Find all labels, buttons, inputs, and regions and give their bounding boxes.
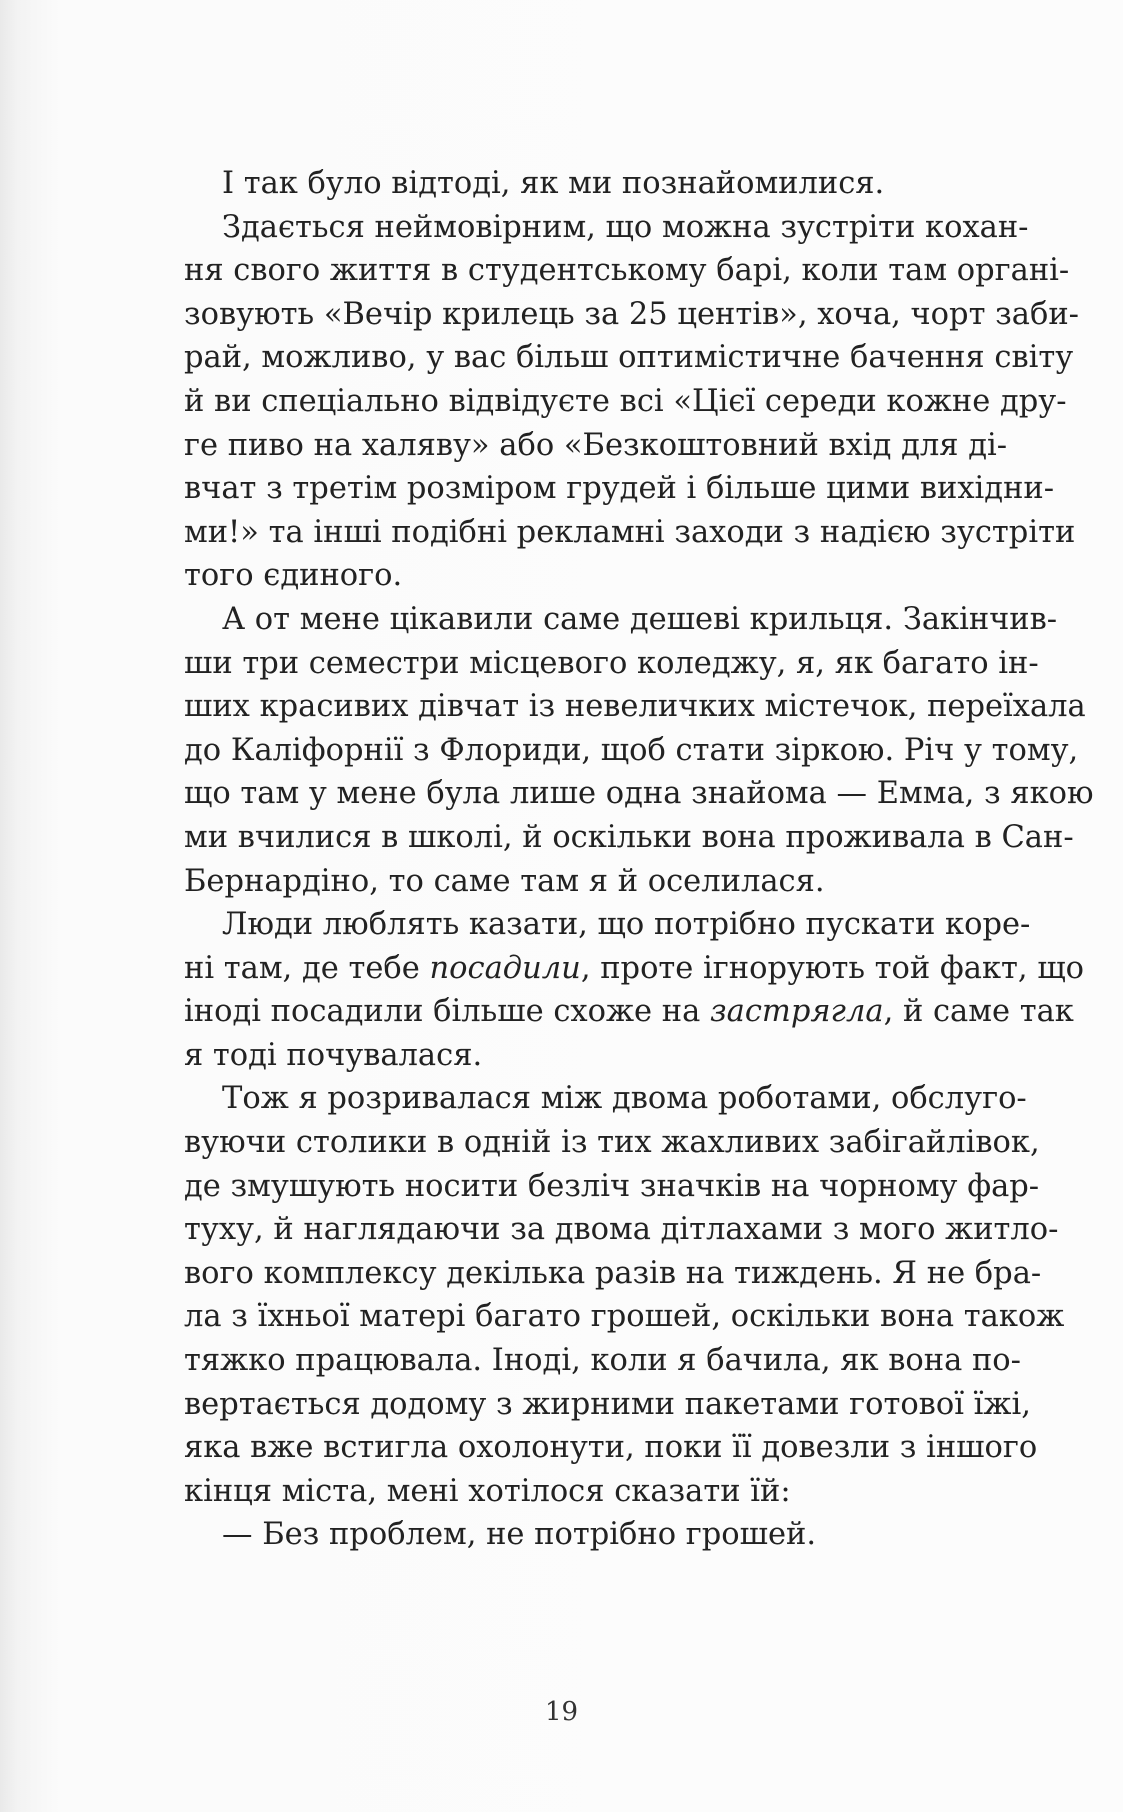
text-line: вуючи столики в одній із тих жахливих забігайлівок, [184,1125,1040,1161]
text-line: того єдиного. [184,558,403,594]
text-line: вого комплексу декілька разів на тиждень. Я не бра- [184,1255,1042,1291]
paragraph-3 [146,598,1094,903]
text-line: іноді посадили більше схоже на застрягла, й саме так [184,994,1074,1030]
text-line: яка вже встигла охолонути, поки її довезли з іншого [184,1430,1038,1466]
text-line: ні там, де тебе посадили, проте ігнорують той факт, що [184,950,1085,986]
text-line: до Каліфорнії з Флориди, щоб стати зіркою. Річ у тому, [184,732,1079,768]
text-line: Тож я розривалася між двома роботами, обслуго- [222,1081,1027,1117]
text-line: зовують «Вечір крилець за 25 центів», хоча, чорт заби- [184,296,1079,332]
page-number: 19 [544,1697,579,1727]
text-line: де змушують носити безліч значків на чорному фар- [184,1168,1040,1204]
text-line: кінця міста, мені хотілося сказати їй: [184,1473,791,1509]
text-line: ла з їхньої матері багато грошей, оскільки вона також [184,1299,1065,1335]
text-line: Люди люблять казати, що потрібно пускати коре- [222,907,1031,943]
text-line: й ви спеціально відвідуєте всі «Цієї середи кожне дру- [184,383,1067,419]
body-text [146,162,1094,1557]
text-line: ши три семестри місцевого коледжу, я, як багато ін- [184,645,1039,681]
text-line: ге пиво на халяву» або «Безкоштовний вхід для ді- [184,427,1008,463]
text-line: вчат з третім розміром грудей і більше цими вихідни- [184,471,1055,507]
text-line: Бернардіно, то саме там я й оселилася. [184,863,825,899]
text-line: Здається неймовірним, що можна зустріти кохан- [222,209,1029,245]
paragraph-2 [146,206,1079,598]
text-line: І так було відтоді, як ми познайомилися. [222,166,885,201]
text-line: — Без проблем, не потрібно грошей. [222,1517,817,1553]
text-line: що там у мене була лише одна знайома — Емма, з якою [184,776,1094,812]
text-line: рай, можливо, у вас більш оптимістичне бачення світу [184,340,1074,376]
paragraph-6 [146,1513,972,1557]
text-line: туху, й наглядаючи за двома дітлахами з мого житло- [184,1212,1059,1248]
text-line: вертається додому з жирними пакетами готової їжі, [184,1386,1031,1422]
paragraph-1 [146,162,972,206]
text-line: тяжко працювала. Іноді, коли я бачила, як вона по- [184,1343,1021,1379]
text-line: я тоді почувалася. [184,1037,483,1073]
text-line: А от мене цікавили саме дешеві крильця. Закінчив- [222,601,1058,637]
paragraph-5 [146,1077,1065,1513]
text-line: ших красивих дівчат із невеличких містечок, переїхала [184,689,1086,725]
paragraph-4 [146,903,1085,1077]
text-line: ми вчилися в школі, й оскільки вона проживала в Сан- [184,819,1074,855]
text-line: ня свого життя в студентському барі, коли там органі- [184,253,1070,289]
text-line: ми!» та інші подібні рекламні заходи з надією зустріти [184,514,1076,550]
